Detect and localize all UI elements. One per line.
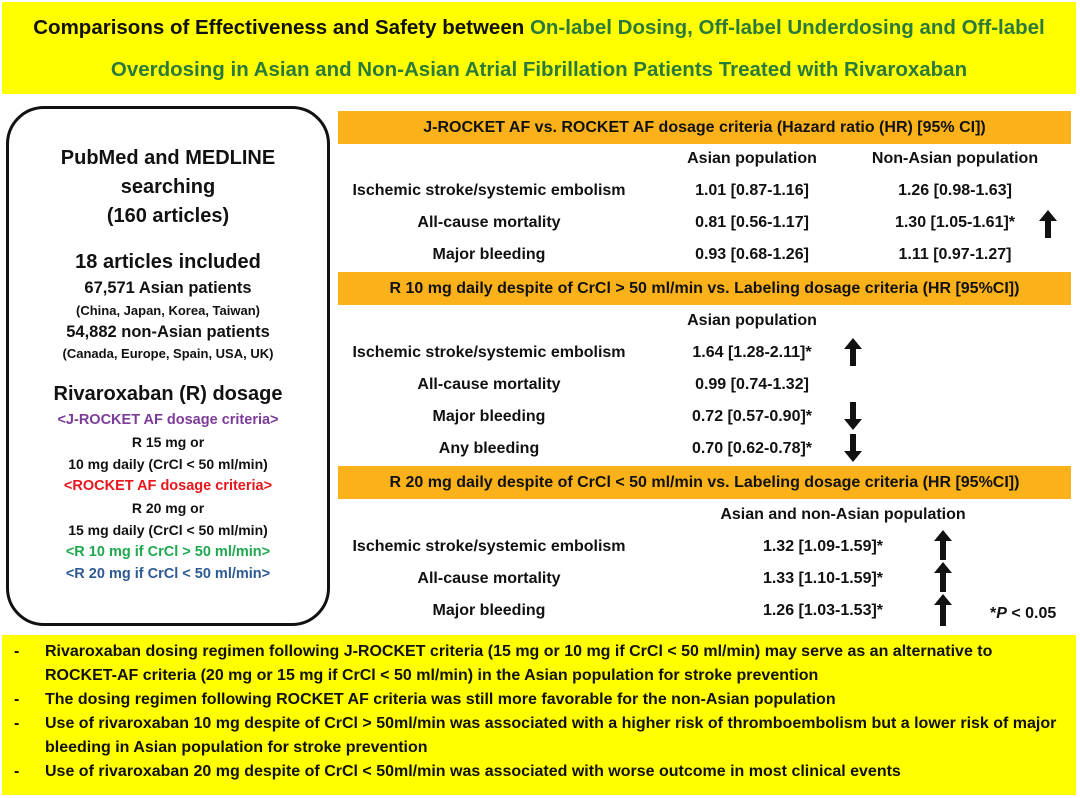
title-part-black: Comparisons of Effectiveness and Safety between	[33, 16, 530, 39]
arrow-up-icon	[844, 338, 862, 360]
pooled-value: 1.33 [1.10-1.59]*	[762, 570, 884, 587]
row-label: Ischemic stroke/systemic embolism	[352, 182, 626, 199]
conclusion-text: Use of rivaroxaban 20 mg despite of CrCl < 50ml/min was associated with worse outcome in most clinical events	[45, 763, 901, 780]
list-item	[10, 760, 1068, 784]
arrow-up-icon	[934, 594, 952, 616]
conclusion-text: Rivaroxaban dosing regimen following J-ROCKET criteria (15 mg or 10 mg if CrCl < 50 ml/min) may serve as an alternative to ROCKET-AF criteria (20 mg or 15 mg if CrCl < 50 ml/min) in the Asian population for stroke prevention	[45, 643, 993, 684]
non-asian-value: 1.11 [0.97-1.27]	[898, 246, 1012, 263]
asian-value: 0.93 [0.68-1.26]	[695, 246, 809, 263]
row-label: Ischemic stroke/systemic embolism	[352, 344, 626, 361]
table-row	[338, 433, 1071, 465]
bullet-dash: -	[14, 763, 20, 780]
rocket-dose-line-2: 15 mg daily (CrCl < 50 ml/min)	[68, 522, 268, 538]
arrow-down-icon	[844, 402, 862, 424]
significance-p: P	[996, 605, 1007, 622]
col-asian-population: Asian population	[687, 150, 817, 167]
search-line-3: (160 articles)	[106, 205, 230, 227]
section-2-header: R 10 mg daily despite of CrCl > 50 ml/min vs. Labeling dosage criteria (HR [95%CI])	[338, 272, 1071, 305]
articles-included: 18 articles included	[75, 251, 261, 273]
asian-value: 1.64 [1.28-2.11]*	[692, 344, 812, 361]
jrocket-dose-line-2: 10 mg daily (CrCl < 50 ml/min)	[68, 456, 268, 472]
conclusions-box	[2, 635, 1076, 795]
bullet-dash: -	[14, 643, 20, 660]
row-label: Ischemic stroke/systemic embolism	[352, 538, 626, 555]
table-row	[338, 563, 1071, 595]
section-3-header: R 20 mg daily despite of CrCl < 50 ml/min vs. Labeling dosage criteria (HR [95%CI])	[338, 466, 1071, 499]
search-line-1: PubMed and MEDLINE	[60, 147, 276, 169]
r20-label: <R 20 mg if CrCl < 50 ml/min>	[65, 566, 271, 582]
non-asian-value: 1.26 [0.98-1.63]	[898, 182, 1012, 199]
rocket-label: <ROCKET AF dosage criteria>	[63, 478, 273, 494]
asian-patients: 67,571 Asian patients	[84, 279, 252, 297]
bullet-dash: -	[14, 691, 20, 708]
arrow-up-icon	[1039, 210, 1057, 232]
row-label: All-cause mortality	[417, 570, 561, 587]
bullet-dash: -	[14, 715, 20, 732]
section-2-column-headers	[338, 305, 1071, 337]
table-row	[338, 207, 1071, 239]
non-asian-patients: 54,882 non-Asian patients	[66, 323, 270, 341]
row-label: Major bleeding	[432, 246, 546, 263]
list-item	[10, 712, 1068, 760]
conclusion-text: Use of rivaroxaban 10 mg despite of CrCl > 50ml/min was associated with a higher risk of thromboembolism but a lower risk of major bleeding in Asian population for stroke prevention	[45, 715, 1057, 756]
asian-countries: (China, Japan, Korea, Taiwan)	[76, 303, 260, 318]
row-label: Major bleeding	[432, 408, 546, 425]
asian-value: 0.81 [0.56-1.17]	[695, 214, 809, 231]
arrow-up-icon	[934, 562, 952, 584]
section-3-column-headers	[338, 499, 1071, 531]
conclusion-text: The dosing regimen following ROCKET AF criteria was still more favorable for the non-Asian population	[45, 691, 836, 708]
row-label: Major bleeding	[432, 602, 546, 619]
asian-value: 0.99 [0.74-1.32]	[695, 376, 809, 393]
r10-label: <R 10 mg if CrCl > 50 ml/min>	[65, 544, 271, 560]
arrow-down-icon	[844, 434, 862, 456]
table-row	[338, 595, 1071, 627]
non-asian-countries: (Canada, Europe, Spain, USA, UK)	[62, 346, 274, 361]
table-row	[338, 531, 1071, 563]
row-label: All-cause mortality	[417, 376, 561, 393]
col-non-asian-population: Non-Asian population	[871, 150, 1039, 167]
list-item	[10, 688, 1068, 712]
search-summary-panel	[6, 106, 330, 626]
table-row	[338, 337, 1071, 369]
arrow-up-icon	[934, 530, 952, 552]
asian-value: 1.01 [0.87-1.16]	[695, 182, 809, 199]
asian-value: 0.72 [0.57-0.90]*	[691, 408, 813, 425]
section-1-header: J-ROCKET AF vs. ROCKET AF dosage criteria (Hazard ratio (HR) [95% CI])	[338, 111, 1071, 144]
dosage-heading: Rivaroxaban (R) dosage	[53, 383, 283, 405]
search-line-2: searching	[120, 176, 216, 198]
title-banner	[2, 2, 1076, 94]
table-row	[338, 239, 1071, 271]
jrocket-dose-line-1: R 15 mg or	[131, 434, 205, 450]
row-label: Any bleeding	[438, 440, 540, 457]
list-item	[10, 640, 1068, 688]
pooled-value: 1.26 [1.03-1.53]*	[762, 602, 884, 619]
table-row	[338, 175, 1071, 207]
significance-prefix: *	[990, 605, 997, 622]
asian-value: 0.70 [0.62-0.78]*	[691, 440, 813, 457]
jrocket-label: <J-ROCKET AF dosage criteria>	[57, 412, 279, 428]
table-row	[338, 369, 1071, 401]
section-1-column-headers	[338, 143, 1071, 175]
col-asian-and-non-asian-population: Asian and non-Asian population	[720, 506, 966, 523]
table-row	[338, 401, 1071, 433]
col-asian-population: Asian population	[687, 312, 817, 329]
significance-note	[990, 600, 1056, 628]
pooled-value: 1.32 [1.09-1.59]*	[762, 538, 884, 555]
row-label: All-cause mortality	[417, 214, 561, 231]
rocket-dose-line-1: R 20 mg or	[131, 500, 205, 516]
significance-suffix: < 0.05	[1006, 605, 1057, 622]
non-asian-value: 1.30 [1.05-1.61]*	[894, 214, 1016, 231]
title-part-green: On-label Dosing, Off-label Underdosing and Off-label Overdosing in Asian and Non-Asian Atrial Fibrillation Patients Treated with Rivaroxaban	[110, 16, 1045, 81]
